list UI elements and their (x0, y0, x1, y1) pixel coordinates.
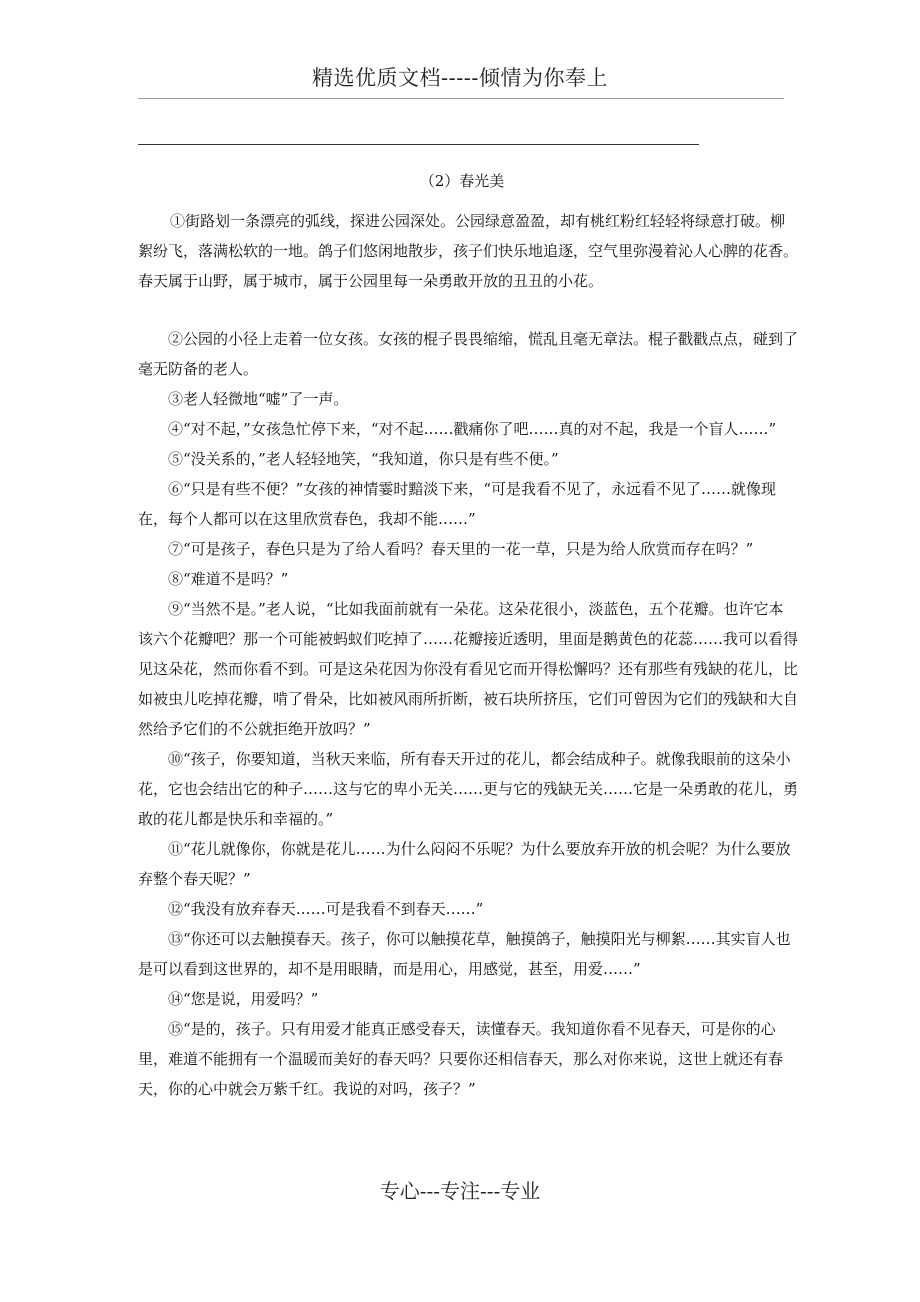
section-title: （2）春光美 (419, 172, 505, 190)
paragraph-2: ②公园的小径上走着一位女孩。女孩的棍子畏畏缩缩，慌乱且毫无章法。棍子戳戳点点，碰到了毫无防备的老人。 (138, 330, 799, 378)
paragraph-4: ④“对不起，”女孩急忙停下来，“对不起……戳痛你了吧……真的对不起，我是一个盲人……” (168, 420, 777, 438)
article-body (138, 206, 798, 1104)
header-divider (138, 98, 784, 99)
paragraph-14: ⑭“您是说，用爱吗？” (168, 990, 319, 1008)
paragraph-10: ⑩“孩子，你要知道，当秋天来临，所有春天开过的花儿，都会结成种子。就像我眼前的这朵小花，它也会结出它的种子……这与它的卑小无关……更与它的残缺无关……它是一朵勇敢的花儿，勇敢的花儿都是快乐和幸福的。” (138, 750, 799, 828)
paragraph-8: ⑧“难道不是吗？” (168, 570, 289, 588)
paragraph-11: ⑪“花儿就像你，你就是花儿……为什么闷闷不乐呢？为什么要放弃开放的机会呢？为什么要放弃整个春天呢？” (138, 840, 791, 888)
paragraph-5: ⑤“没关系的，”老人轻轻地笑，“我知道，你只是有些不便。” (168, 450, 559, 468)
paragraph-9: ⑨“当然不是。”老人说，“比如我面前就有一朵花。这朵花很小，淡蓝色，五个花瓣。也许它本该六个花瓣吧？那一个可能被蚂蚁们吃掉了……花瓣接近透明，里面是鹅黄色的花蕊……我可以看得见这朵花，然而你看不到。可是这朵花因为你没有看见它而开得松懈吗？还有那些有残缺的花儿，比如被虫儿吃掉花瓣，啃了骨朵，比如被风雨所折断，被石块所挤压，它们可曾因为它们的残缺和大自然给予它们的不公就拒绝开放吗？” (138, 600, 799, 738)
paragraph-7: ⑦“可是孩子，春色只是为了给人看吗？春天里的一花一草，只是为给人欣赏而存在吗？” (168, 540, 754, 558)
paragraph-12: ⑫“我没有放弃春天……可是我看不到春天……” (168, 900, 484, 918)
page-header-title: 精选优质文档-----倾情为你奉上 (312, 66, 608, 90)
paragraph-1: ①街路划一条漂亮的弧线，探进公园深处。公园绿意盈盈，却有桃红粉红轻轻将绿意打破。柳絮纷飞，落满松软的一地。鸽子们悠闲地散步，孩子们快乐地追逐，空气里弥漫着沁人心脾的花香。春天属于山野，属于城市，属于公园里每一朵勇敢开放的丑丑的小花。 (138, 212, 799, 290)
paragraph-gap (138, 296, 798, 324)
paragraph-3: ③老人轻微地“嘘”了一声。 (168, 390, 349, 408)
paragraph-13: ⑬“你还可以去触摸春天。孩子，你可以触摸花草，触摸鸽子，触摸阳光与柳絮……其实盲人也是可以看到这世界的，却不是用眼睛，而是用心，用感觉，甚至，用爱……” (138, 930, 791, 978)
paragraph-15: ⑮“是的，孩子。只有用爱才能真正感受春天，读懂春天。我知道你看不见春天，可是你的心里，难道不能拥有一个温暖而美好的春天吗？只要你还相信春天，那么对你来说，这世上就还有春天，你的心中就会万紫千红。我说的对吗，孩子？” (138, 1020, 784, 1098)
page-footer: 专心---专注---专业 (379, 1179, 541, 1203)
answer-line (138, 144, 699, 145)
paragraph-6: ⑥“只是有些不便？”女孩的神情霎时黯淡下来，“可是我看不见了，永远看不见了……就像现在，每个人都可以在这里欣赏春色，我却不能……” (138, 480, 777, 528)
